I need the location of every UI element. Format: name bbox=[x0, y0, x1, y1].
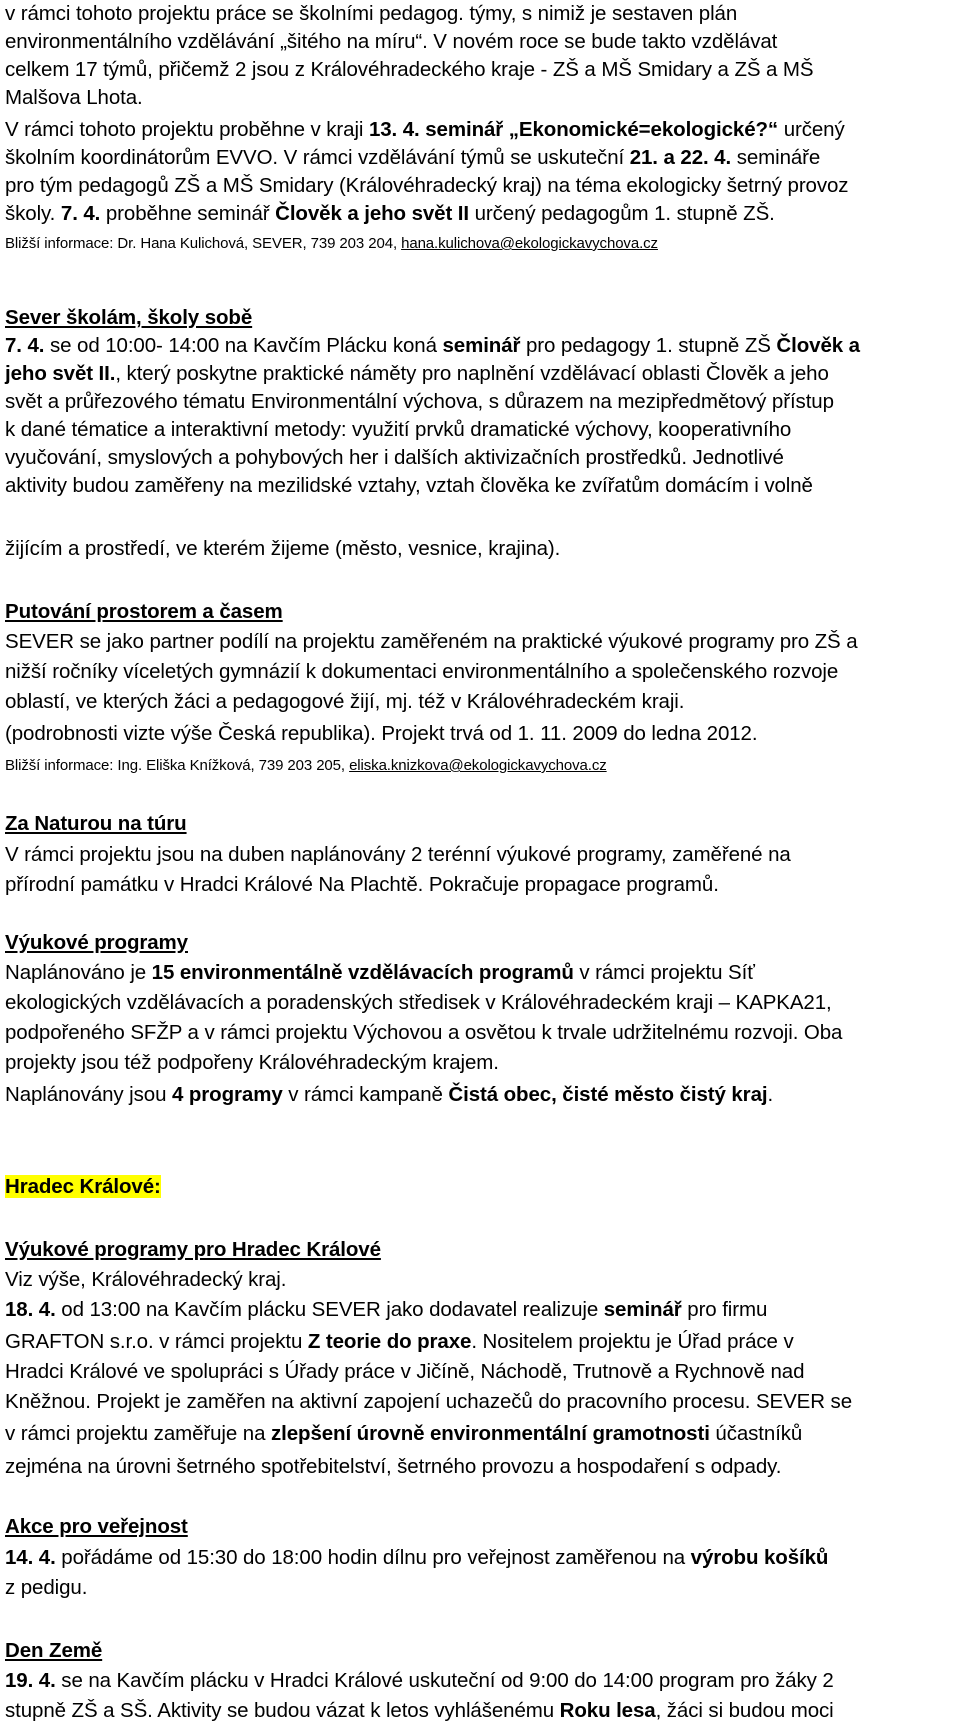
section-heading-vyukove bbox=[5, 931, 188, 955]
project-title: Z teorie do praxe bbox=[307, 1330, 472, 1353]
intro-line-4 bbox=[5, 86, 143, 110]
text: pořádáme od 15:30 do 18:00 hodin dílnu pro veřejnost zaměřenou na bbox=[55, 1546, 691, 1569]
intro-contact bbox=[5, 232, 658, 256]
intro-line-1 bbox=[5, 2, 737, 26]
vyukove-line-3 bbox=[5, 1021, 842, 1045]
vyukove-line-5 bbox=[5, 1083, 773, 1107]
text: v rámci projektu Síť bbox=[573, 961, 755, 984]
region-heading-hradec-kralove bbox=[5, 1175, 161, 1199]
text: Kněžnou. Projekt je zaměřen na aktivní zapojení uchazečů do pracovního procesu. SEVER se bbox=[5, 1390, 853, 1413]
vyukove-hk-line-7 bbox=[5, 1455, 781, 1479]
text: pro pedagogy 1. stupně ZŠ bbox=[520, 334, 777, 357]
date: 7. 4. bbox=[5, 334, 45, 357]
text: pro tým pedagogů ZŠ a MŠ Smidary (Královéhradecký kraj) na téma ekologicky šetrný provoz bbox=[5, 174, 849, 197]
keyword: 4 programy bbox=[171, 1083, 283, 1106]
text: školním koordinátorům EVVO. V rámci vzdělávání týmů se uskuteční bbox=[5, 146, 630, 169]
text: oblastí, ve kterých žáci a pedagogové žijí, mj. též v Královéhradeckém kraji. bbox=[5, 690, 685, 713]
text: environmentálního vzdělávání „šitého na míru“. V novém roce se bude takto vzdělávat bbox=[5, 30, 778, 53]
text: proběhne seminář bbox=[100, 202, 276, 225]
heading-text: Akce pro veřejnost bbox=[5, 1515, 188, 1538]
date: 14. 4. bbox=[5, 1546, 56, 1569]
text: Naplánovány jsou bbox=[5, 1083, 172, 1106]
highlighted-title: Hradec Králové: bbox=[5, 1175, 161, 1198]
sever-line-1 bbox=[5, 334, 860, 358]
date: 18. 4. bbox=[5, 1298, 56, 1321]
heading-text: Výukové programy bbox=[5, 931, 188, 954]
text: . Nositelem projektu je Úřad práce v bbox=[471, 1330, 794, 1353]
text: podpořeného SFŽP a v rámci projektu Výchovou a osvětou k trvale udržitelnému rozvoji. Oba bbox=[5, 1021, 843, 1044]
zeme-line-1 bbox=[5, 1669, 834, 1693]
intro-line-6 bbox=[5, 146, 820, 170]
vyukove-line-4 bbox=[5, 1051, 499, 1075]
text: , který poskytne praktické náměty pro naplnění vzdělávací oblasti Člověk a jeho bbox=[115, 362, 829, 385]
email-link[interactable]: hana.kulichova@ekologickavychova.cz bbox=[401, 235, 658, 252]
campaign-title: Čistá obec, čisté město čistý kraj bbox=[448, 1083, 768, 1106]
seminar-title: 13. 4. seminář „Ekonomické=ekologické?“ bbox=[368, 118, 779, 141]
section-heading-akce bbox=[5, 1515, 188, 1539]
text: žijícím a prostředí, ve kterém žijeme (město, vesnice, krajina). bbox=[5, 537, 561, 560]
date: 19. 4. bbox=[5, 1669, 56, 1692]
sever-line-5 bbox=[5, 446, 784, 470]
vyukove-hk-line-5 bbox=[5, 1390, 852, 1414]
keyword: seminář bbox=[603, 1298, 682, 1321]
section-heading-vyukove-hk bbox=[5, 1238, 381, 1262]
text: Viz výše, Královéhradecký kraj. bbox=[5, 1268, 287, 1291]
text: Malšova Lhota. bbox=[5, 86, 143, 109]
text: Bližší informace: Dr. Hana Kulichová, SEVER, 739 203 204, bbox=[5, 235, 402, 252]
text: vyučování, smyslových a pohybových her i dalších aktivizačních prostředků. Jednotlivé bbox=[5, 446, 784, 469]
sever-line-4 bbox=[5, 418, 791, 442]
vyukove-hk-line-3 bbox=[5, 1330, 794, 1354]
keyword: výrobu košíků bbox=[690, 1546, 829, 1569]
vyukove-hk-line-6 bbox=[5, 1422, 802, 1446]
intro-line-5 bbox=[5, 118, 845, 142]
intro-line-7 bbox=[5, 174, 848, 198]
text: celkem 17 týmů, přičemž 2 jsou z Královéhradeckého kraje - ZŠ a MŠ Smidary a ZŠ a MŠ bbox=[5, 58, 814, 81]
vyukove-line-1 bbox=[5, 961, 755, 985]
putovani-contact bbox=[5, 754, 607, 778]
text: Hradci Králové ve spolupráci s Úřady práce v Jičíně, Náchodě, Trutnově a Rychnově nad bbox=[5, 1360, 805, 1383]
text: ekologických vzdělávacích a poradenských středisek v Královéhradeckém kraji – KAPKA21, bbox=[5, 991, 832, 1014]
intro-line-8 bbox=[5, 202, 775, 226]
text: se na Kavčím plácku v Hradci Králové uskuteční od 9:00 do 14:00 program pro žáky 2 bbox=[55, 1669, 834, 1692]
seminar-title: Člověk a bbox=[776, 334, 860, 357]
text: účastníků bbox=[709, 1422, 803, 1445]
text: od 13:00 na Kavčím plácku SEVER jako dodavatel realizuje bbox=[55, 1298, 604, 1321]
text: přírodní památku v Hradci Králové Na Plachtě. Pokračuje propagace programů. bbox=[5, 873, 719, 896]
section-heading-den-zeme bbox=[5, 1639, 102, 1663]
text: projekty jsou též podpořeny Královéhradeckým krajem. bbox=[5, 1051, 499, 1074]
text: k dané tématice a interaktivní metody: využití prvků dramatické výchovy, kooperativního bbox=[5, 418, 792, 441]
sever-line-3 bbox=[5, 390, 834, 414]
intro-line-2 bbox=[5, 30, 777, 54]
text: v rámci projektu zaměřuje na bbox=[5, 1422, 271, 1445]
text: určený pedagogům 1. stupně ZŠ. bbox=[469, 202, 775, 225]
heading-text: Putování prostorem a časem bbox=[5, 600, 283, 623]
text: GRAFTON s.r.o. v rámci projektu bbox=[5, 1330, 308, 1353]
text: zejména na úrovni šetrného spotřebitelství, šetrného provozu a hospodaření s odpady. bbox=[5, 1455, 782, 1478]
date: 21. a 22. 4. bbox=[629, 146, 732, 169]
date: 7. 4. bbox=[60, 202, 101, 225]
text: svět a průřezového tématu Environmentální výchova, s důrazem na mezipředmětový přístup bbox=[5, 390, 834, 413]
sever-line-7 bbox=[5, 537, 560, 561]
email-link[interactable]: eliska.knizkova@ekologickavychova.cz bbox=[349, 757, 607, 774]
text: . bbox=[767, 1083, 774, 1106]
keyword: seminář bbox=[442, 334, 521, 357]
keyword: 15 environmentálně vzdělávacích programů bbox=[151, 961, 574, 984]
seminar-title: Člověk a jeho svět II bbox=[275, 202, 469, 225]
keyword: zlepšení úrovně environmentální gramotnosti bbox=[270, 1422, 710, 1445]
text: , žáci si budou moci bbox=[655, 1699, 834, 1722]
text: SEVER se jako partner podílí na projektu zaměřeném na praktické výukové programy pro ZŠ a bbox=[5, 630, 858, 653]
zeme-line-2 bbox=[5, 1699, 834, 1723]
text: nižší ročníky víceletých gymnázií k dokumentaci environmentálního a společenského rozvoje bbox=[5, 660, 839, 683]
vyukove-hk-line-4 bbox=[5, 1360, 804, 1384]
text: aktivity budou zaměřeny na mezilidské vztahy, vztah člověka ke zvířatům domácím i volně bbox=[5, 474, 813, 497]
akce-line-1 bbox=[5, 1546, 828, 1570]
text: V rámci tohoto projektu proběhne v kraji bbox=[5, 118, 369, 141]
text: (podrobnosti vizte výše Česká republika). Projekt trvá od 1. 11. 2009 do ledna 2012. bbox=[5, 722, 758, 745]
text: určený bbox=[778, 118, 845, 141]
putovani-line-2 bbox=[5, 660, 838, 684]
seminar-title: jeho svět II. bbox=[5, 362, 116, 385]
section-heading-sever bbox=[5, 306, 252, 330]
text: pro firmu bbox=[681, 1298, 768, 1321]
intro-line-3 bbox=[5, 58, 813, 82]
text: V rámci projektu jsou na duben naplánovány 2 terénní výukové programy, zaměřené na bbox=[5, 843, 791, 866]
heading-text: Den Země bbox=[5, 1639, 103, 1662]
vyukove-hk-line-2 bbox=[5, 1298, 767, 1322]
text: se od 10:00- 14:00 na Kavčím Plácku koná bbox=[44, 334, 443, 357]
putovani-line-4 bbox=[5, 722, 757, 746]
naturou-line-1 bbox=[5, 843, 791, 867]
heading-text: Za Naturou na túru bbox=[5, 812, 187, 835]
sever-line-2 bbox=[5, 362, 829, 386]
heading-text: Výukové programy pro Hradec Králové bbox=[5, 1238, 381, 1261]
putovani-line-1 bbox=[5, 630, 858, 654]
putovani-line-3 bbox=[5, 690, 684, 714]
text: školy. bbox=[5, 202, 61, 225]
text: z pedigu. bbox=[5, 1576, 88, 1599]
text: v rámci tohoto projektu práce se školními pedagog. týmy, s nimiž je sestaven plán bbox=[5, 2, 738, 25]
naturou-line-2 bbox=[5, 873, 719, 897]
section-heading-naturou bbox=[5, 812, 187, 836]
section-heading-putovani bbox=[5, 600, 283, 624]
heading-text: Sever školám, školy sobě bbox=[5, 306, 253, 329]
akce-line-2 bbox=[5, 1576, 87, 1600]
keyword: Roku lesa bbox=[559, 1699, 656, 1722]
text: Bližší informace: Ing. Eliška Knížková, 739 203 205, bbox=[5, 757, 350, 774]
text: semináře bbox=[731, 146, 821, 169]
text: stupně ZŠ a SŠ. Aktivity se budou vázat k letos vyhlášenému bbox=[5, 1699, 560, 1722]
text: v rámci kampaně bbox=[282, 1083, 449, 1106]
vyukove-hk-line-1 bbox=[5, 1268, 286, 1292]
sever-line-6 bbox=[5, 474, 813, 498]
vyukove-line-2 bbox=[5, 991, 832, 1015]
text: Naplánováno je bbox=[5, 961, 152, 984]
